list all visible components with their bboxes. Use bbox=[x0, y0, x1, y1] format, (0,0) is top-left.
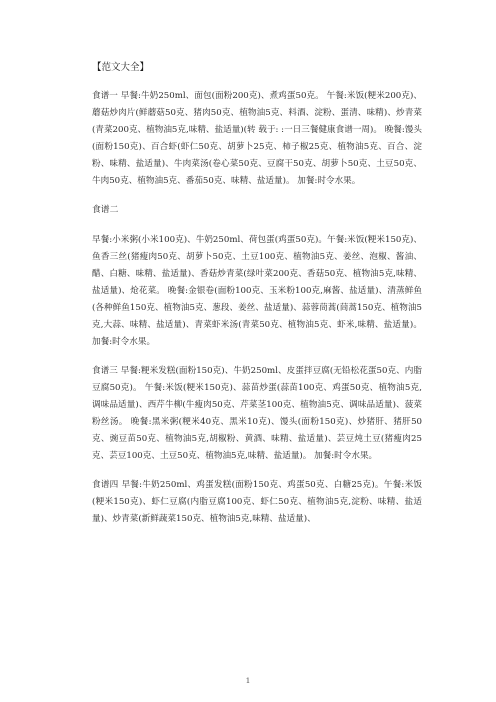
recipe-two-title: 食谱二 bbox=[92, 205, 119, 215]
recipe-one-paragraph: 食谱一 早餐:牛奶250ml、面包(面粉200克)、煮鸡蛋50克。 午餐:米饭(粳米200克)、蘑菇炒肉片(鲜蘑菇50克、猪肉50克、植物油5克、料酒、淀粉、蛋清、味精)、炒青菜(青菜200克、植物油5克,味精、盐适量)(转 载于: :一日三餐健康食谱一周)。 晚餐:馒头(面粉150克)、百合虾(虾仁50克、胡萝卜25克、柿子椒25克、植物油5克、百合、淀粉、味精、盐适量)、牛肉菜汤(卷心菜50克、豆腐干50克、胡萝卜50克、土豆50克、牛肉50克、植物油5克、番茄50克、味精、盐适量)。 加餐:时令水果。 bbox=[92, 91, 422, 186]
page-number: 1 bbox=[245, 676, 251, 685]
document-heading: 【范文大全】 bbox=[92, 62, 150, 73]
recipe-four-paragraph: 食谱四 早餐:牛奶250ml、鸡蛋发糕(面粉150克、鸡蛋50克、白糖25克)。午餐:米饭(粳米150克)、虾仁豆腐(内脂豆腐100克、虾仁50克、植物油5克,淀粉、味精、盐适量)、炒青菜(新鲜蔬菜150克、植物油5克,味精、盐适量)、 bbox=[92, 480, 422, 524]
recipe-three-paragraph: 食谱三 早餐:粳米发糕(面粉150克)、牛奶250ml、皮蛋拌豆腐(无铅松花蛋50克、内脂豆腐50克)。 午餐:米饭(粳米150克)、蒜苗炒蛋(蒜苗100克、鸡蛋50克、植物油5克,调味品适量)、西芹牛柳(牛瘦肉50克、芹菜茎100克、植物油5克、调味品适量)、菠菜粉丝汤。 晚餐:黑米粥(粳米40克、黑米10克)、馒头(面粉150克)、炒猪肝、猪肝50克、豌豆苗50克、植物油5克,胡椒粉、黄酒、味精、盐适量)、芸豆炖土豆(猪瘦肉25克、芸豆100克、土豆50克、植物油5克,味精、盐适量)。 加餐:时令水果。 bbox=[92, 366, 422, 461]
recipe-two-paragraph: 早餐:小米粥(小米100克)、牛奶250ml、荷包蛋(鸡蛋50克)。午餐:米饭(粳米150克)、鱼香三丝(猪瘦肉50克、胡萝卜50克、土豆100克、植物油5克、姜丝、泡椒、酱油、醋、白糖、味精、盐适量)、香菇炒青菜(绿叶菜200克、香菇50克、植物油5克,味精、盐适量)、炝花菜。 晚餐:金银卷(面粉100克、玉米粉100克,麻酱、盐适量)、清蒸鲜鱼(各种鲜鱼150克、植物油5克、葱段、姜丝、盐适量)、蒜蓉茼蒿(茼蒿150克、植物油5克,大蒜、味精、盐适量)、青菜虾米汤(青菜50克、植物油5克、虾米,味精、盐适量)。 加餐:时令水果。 bbox=[92, 235, 422, 347]
document-page bbox=[92, 60, 422, 540]
